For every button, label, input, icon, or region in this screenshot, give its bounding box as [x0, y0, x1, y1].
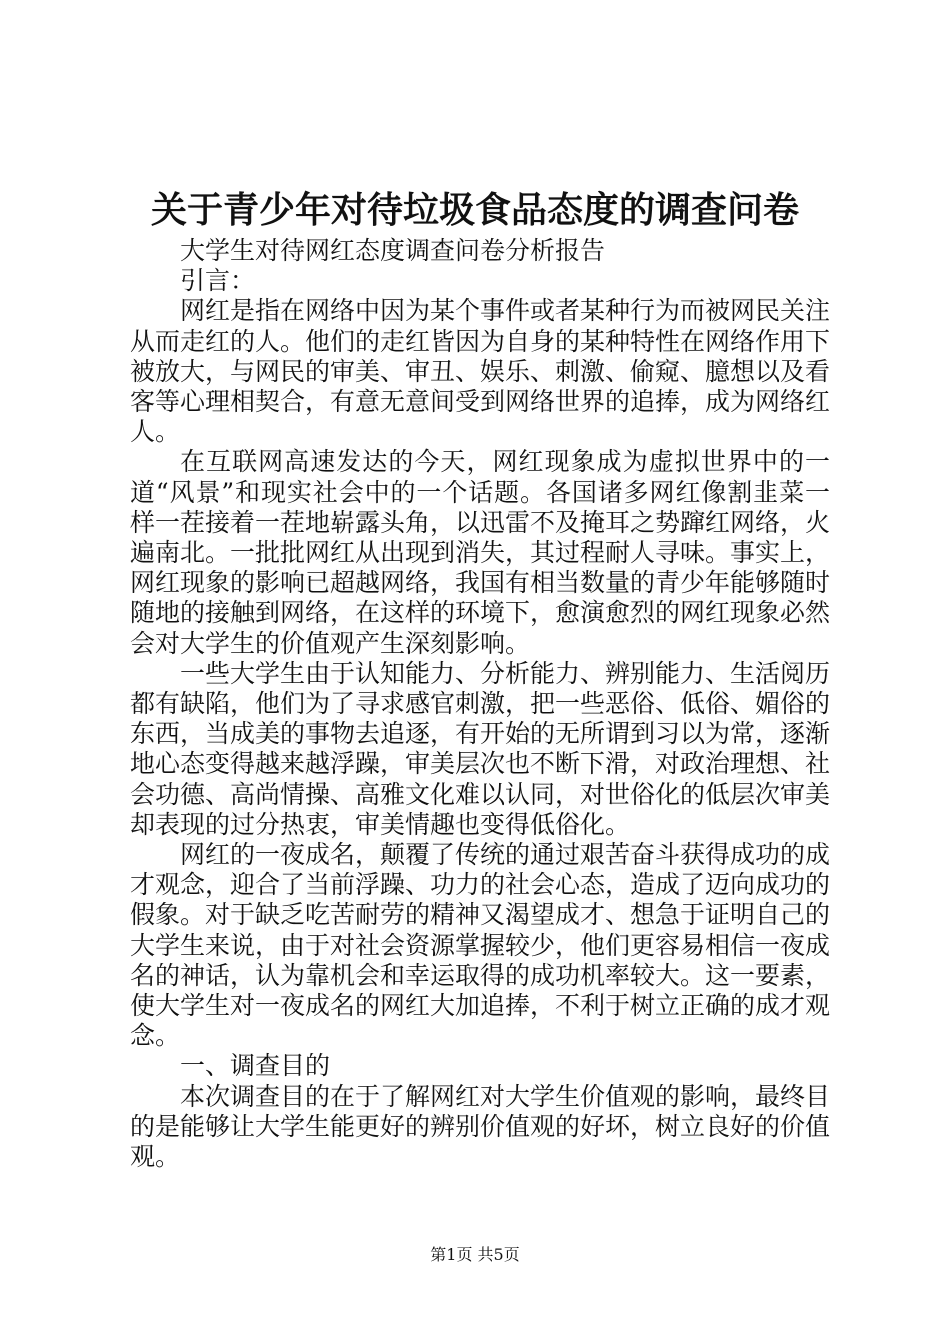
paragraph: 网红的一夜成名，颠覆了传统的通过艰苦奋斗获得成功的成才观念，迎合了当前浮躁、功力的社会心态，造成了迈向成功的假象。对于缺乏吃苦耐劳的精神又渴望成才、想急于证明自己的大学生来说，由于对社会资源掌握较少，他们更容易相信一夜成名的神话，认为靠机会和幸运取得的成功机率较大。这一要素，使大学生对一夜成名的网红大加追捧，不利于树立正确的成才观念。 — [130, 840, 831, 1051]
introduction-heading: 引言： — [180, 266, 256, 296]
section-heading: 一、调查目的 — [180, 1051, 331, 1081]
paragraph: 本次调查目的在于了解网红对大学生价值观的影响，最终目的是能够让大学生能更好的辨别价值观的好坏，树立良好的价值观。 — [130, 1081, 831, 1172]
page-footer: 第1页 共5页 — [430, 1245, 520, 1264]
report-subtitle: 大学生对待网红态度调查问卷分析报告 — [180, 236, 606, 265]
document-body — [130, 236, 830, 1172]
document-title: 关于青少年对待垃圾食品态度的调查问卷 — [150, 189, 799, 231]
paragraph: 网红是指在网络中因为某个事件或者某种行为而被网民关注从而走红的人。他们的走红皆因为自身的某种特性在网络作用下被放大，与网民的审美、审丑、娱乐、刺激、偷窥、臆想以及看客等心理相契合，有意无意间受到网络世界的追捧，成为网络红人。 — [130, 296, 831, 447]
paragraph: 在互联网高速发达的今天，网红现象成为虚拟世界中的一道“风景”和现实社会中的一个话题。各国诸多网红像割韭菜一样一茬接着一茬地崭露头角，以迅雷不及掩耳之势蹿红网络，火遍南北。一批批网红从出现到消失，其过程耐人寻味。事实上，网红现象的影响已超越网络，我国有相当数量的青少年能够随时随地的接触到网络，在这样的环境下，愈演愈烈的网红现象必然会对大学生的价值观产生深刻影响。 — [130, 447, 831, 658]
paragraph: 一些大学生由于认知能力、分析能力、辨别能力、生活阅历都有缺陷，他们为了寻求感官刺激，把一些恶俗、低俗、媚俗的东西，当成美的事物去追逐，有开始的无所谓到习以为常，逐渐地心态变得越来越浮躁，审美层次也不断下滑，对政治理想、社会功德、高尚情操、高雅文化难以认同，对世俗化的低层次审美却表现的过分热衷，审美情趣也变得低俗化。 — [130, 658, 831, 839]
